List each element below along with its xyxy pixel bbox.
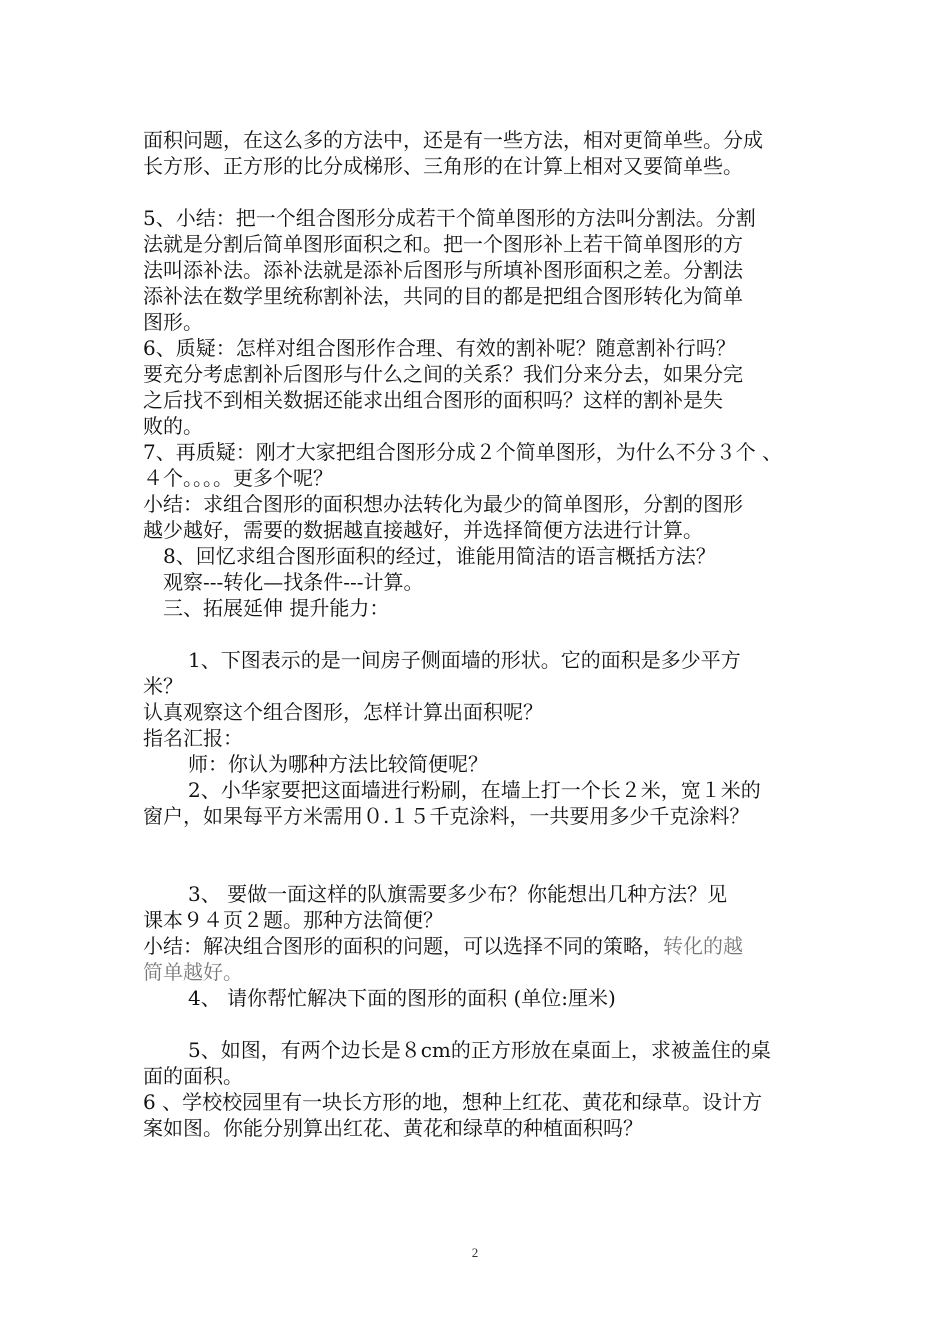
paragraph-line: 图形。 — [143, 310, 203, 334]
summary-line — [143, 933, 743, 959]
paragraph-line: 越少越好，需要的数据越直接越好，并选择简便方法进行计算。 — [143, 518, 703, 542]
question-6-line: 6、质疑：怎样对组合图形作合理、有效的割补呢？随意割补行吗？ — [143, 336, 736, 360]
exercise-4-line: 4、 请你帮忙解决下面的图形的面积 (单位:厘米) — [188, 986, 616, 1010]
paragraph-line: 米？ — [143, 674, 183, 698]
exercise-5-line: 5、如图，有两个边长是８cm的正方形放在桌面上，求被盖住的桌 — [188, 1038, 771, 1062]
paragraph-line: 面的面积。 — [143, 1064, 243, 1088]
paragraph-line: 窗户，如果每平方米需用０.１５千克涂料，一共要用多少千克涂料？ — [143, 804, 750, 828]
paragraph-line: 长方形、正方形的比分成梯形、三角形的在计算上相对又要简单些。 — [143, 154, 743, 178]
paragraph-line: 败的。 — [143, 414, 203, 438]
exercise-6-line: 6 、学校校园里有一块长方形的地，想种上红花、黄花和绿草。设计方 — [143, 1090, 763, 1114]
summary-highlight: 转化的越 — [663, 934, 743, 958]
summary-line: 小结：求组合图形的面积想办法转化为最少的简单图形，分割的图形 — [143, 492, 743, 516]
summary-text: 小结：解决组合图形的面积的问题，可以选择不同的策略， — [143, 934, 663, 958]
teacher-line: 师：你认为哪种方法比较简便呢？ — [188, 752, 488, 776]
item-8-line: 8、回忆求组合图形面积的经过，谁能用简洁的语言概括方法？ — [163, 544, 716, 568]
page-number: 2 — [471, 1245, 479, 1260]
summary-5-line: 5、小结：把一个组合图形分成若干个简单图形的方法叫分割法。分割 — [143, 206, 756, 230]
paragraph-line: 添补法在数学里统称割补法，共同的目的都是把组合图形转化为简单 — [143, 284, 743, 308]
paragraph-line: 法叫添补法。添补法就是添补后图形与所填补图形面积之差。分割法 — [143, 258, 743, 282]
section-3-heading: 三、拓展延伸 提升能力： — [163, 596, 390, 620]
exercise-1-line: 1、下图表示的是一间房子侧面墙的形状。它的面积是多少平方 — [188, 648, 741, 672]
exercise-3-line: 3、 要做一面这样的队旗需要多少布？你能想出几种方法？见 — [188, 882, 728, 906]
summary-highlight-line: 简单越好。 — [143, 960, 243, 984]
exercise-2-line: 2、小华家要把这面墙进行粉刷，在墙上打一个长２米，宽１米的 — [188, 778, 761, 802]
paragraph-line: 要充分考虑割补后图形与什么之间的关系？我们分来分去，如果分完 — [143, 362, 743, 386]
method-line: 观察---转化—找条件---计算。 — [163, 570, 424, 594]
paragraph-line: 认真观察这个组合图形，怎样计算出面积呢？ — [143, 700, 543, 724]
paragraph-line: ４个。。。。更多个呢？ — [143, 466, 333, 490]
paragraph-line: 案如图。你能分别算出红花、黄花和绿草的种植面积吗？ — [143, 1116, 643, 1140]
paragraph-line: 法就是分割后简单图形面积之和。把一个图形补上若干简单图形的方 — [143, 232, 743, 256]
paragraph-line: 面积问题，在这么多的方法中，还是有一些方法，相对更简单些。分成 — [143, 128, 763, 152]
question-7-line: 7、再质疑：刚才大家把组合图形分成２个简单图形，为什么不分３个 、 — [143, 440, 783, 464]
paragraph-line: 之后找不到相关数据还能求出组合图形的面积吗？这样的割补是失 — [143, 388, 723, 412]
paragraph-line: 指名汇报： — [143, 726, 243, 750]
paragraph-line: 课本９４页２题。那种方法简便？ — [143, 908, 443, 932]
